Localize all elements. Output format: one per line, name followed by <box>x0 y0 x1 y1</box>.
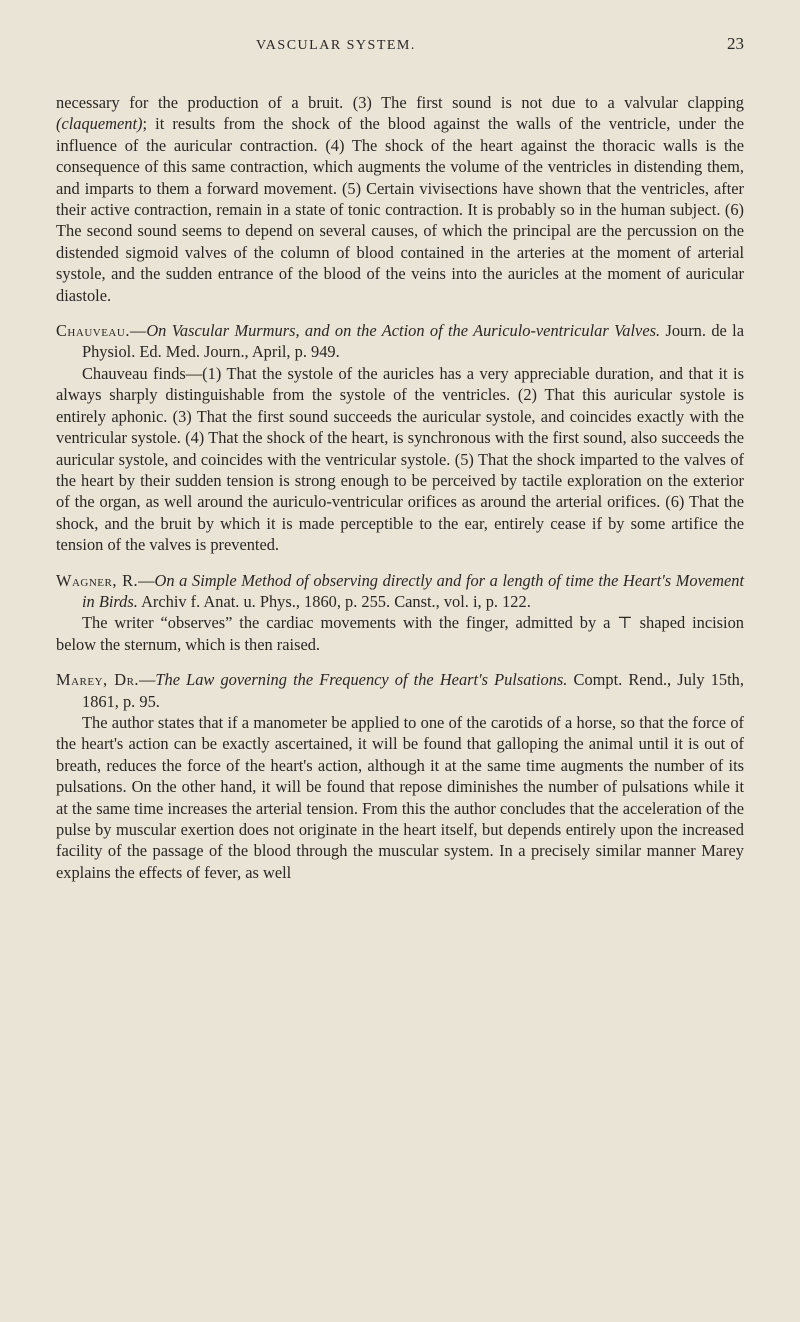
entry-abstract: Chauveau finds—(1) That the systole of the auricles has a very appreciable duration, and that it is always sharply distinguishable from the systole of the ventricles. (2) That this auricular systole is entirely aphonic. (3) That the first sound succeeds the auricular systole, and coincides exactly with the ventricular systole. (4) That the shock of the heart, is synchronous with the first sound, also succeeds the auricular systole, and coincides with the ventricular systole. (5) That the shock imparted to the valves of the heart by their sudden tension is strong enough to be perceived by tactile exploration on the exterior of the organ, as well around the auriculo-ventricular orifices as around the arterial orifices. (6) That the shock, and the bruit by which it is made perceptible to the ear, entirely cease if by some artifice the tension of the valves is prevented. <box>56 363 744 555</box>
bibliography-entry <box>56 669 744 883</box>
entry-title: The Law governing the Frequency of the Heart's Pulsations. <box>155 670 568 690</box>
entry-abstract: The author states that if a manometer be applied to one of the carotids of a horse, so that the force of the heart's action can be exactly ascertained, it will be found that galloping the animal until it is out of breath, reduces the force of the heart's action, although it at the same time augments the number of its pulsations. On the other hand, it will be found that repose diminishes the number of pulsations while it at the same time increases the arterial tension. From this the author concludes that the acceleration of the pulse by muscular exertion does not originate in the heart itself, but depends entirely upon the increased facility of the passage of the blood through the muscular system. In a precisely similar manner Marey explains the effects of fever, as well <box>56 712 744 882</box>
intro-text-b: ; it results from the shock of the blood against the walls of the ventricle, under the influence of the auricular contraction. (4) The shock of the heart against the thoracic walls is the consequence of this same contraction, which augments the volume of the ventricles in distending them, and imparts to them a forward movement. (5) Certain vivisections have shown that the ventricles, after their active contraction, remain in a state of tonic contraction. It is probably so in the human subject. (6) The second sound seems to depend on several causes, of which the principal are the percussion on the distended sigmoid valves of the column of blood contained in the arteries at the moment of arterial systole, and the sudden entrance of the blood of the veins into the auricles at the moment of auricular diastole. <box>56 114 744 305</box>
running-title: VASCULAR SYSTEM. <box>256 38 416 53</box>
entry-citation: Marey, Dr.—The Law governing the Frequency of the Heart's Pulsations. Compt. Rend., July 15th, 1861, p. 95. <box>56 670 744 711</box>
entry-author: Wagner, R. <box>56 570 139 590</box>
entry-source: Archiv f. Anat. u. Phys., 1860, p. 255. Canst., vol. i, p. 122. <box>141 591 531 611</box>
intro-paragraph <box>56 92 744 306</box>
entry-citation: Chauveau.—On Vascular Murmurs, and on the Action of the Auriculo-ventricular Valves. Journ. de la Physiol. Ed. Med. Journ., April, p. 949. <box>56 321 745 362</box>
entry-citation: Wagner, R.—On a Simple Method of observing directly and for a length of time the Heart's Movement in Birds. Archiv f. Anat. u. Phys., 1860, p. 255. Canst., vol. i, p. 122. <box>56 570 744 611</box>
page-number: 23 <box>727 34 744 53</box>
intro-italic: (claquement) <box>56 114 143 134</box>
entry-source: Compt. Rend., July 15th, 1861, p. 95. <box>82 670 744 711</box>
page-body <box>56 92 744 883</box>
bibliography-entry <box>56 320 744 555</box>
entry-title: On a Simple Method of observing directly and for a length of time the Heart's Movement in Birds. <box>82 570 744 611</box>
intro-text-a: necessary for the production of a bruit. (3) The first sound is not due to a valvular clapping <box>56 93 744 112</box>
entry-source: Journ. de la Physiol. Ed. Med. Journ., April, p. 949. <box>82 321 745 362</box>
entry-author: Chauveau. <box>56 321 130 341</box>
running-head <box>56 34 744 60</box>
bibliography-entry <box>56 570 744 656</box>
entry-title: On Vascular Murmurs, and on the Action of the Auriculo-ventricular Valves. <box>146 321 661 341</box>
entry-author: Marey, Dr. <box>56 670 140 690</box>
entry-abstract: The writer “observes” the cardiac movements with the finger, admitted by a ⊤ shaped incision below the sternum, which is then raised. <box>56 613 744 654</box>
